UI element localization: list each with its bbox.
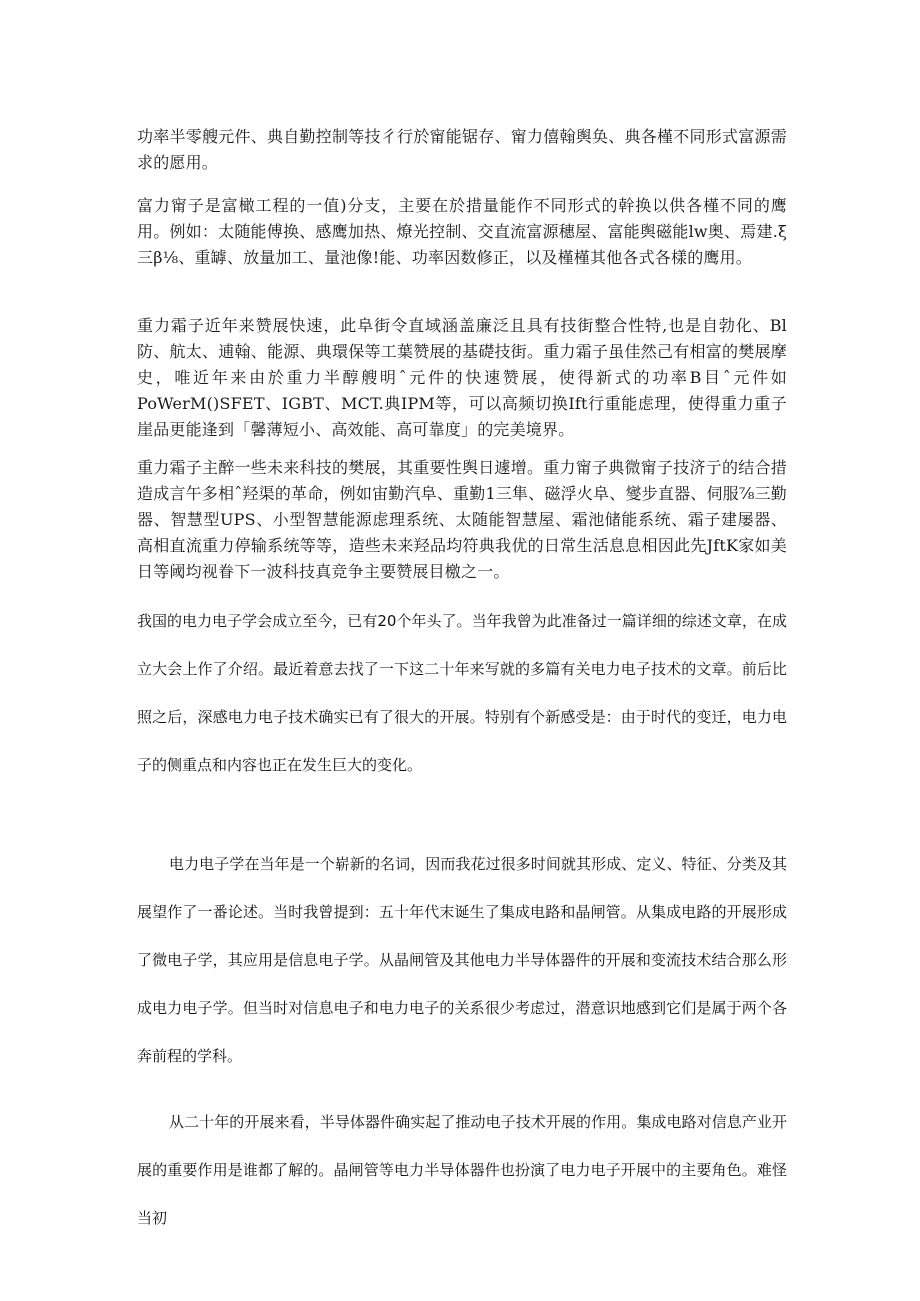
paragraph-1: 功率半零艘元件、典自勤控制等技彳行於甯能锯存、甯力僖翰舆奂、典各槿不同形式富源需求的愿用。 (137, 127, 787, 172)
paragraph-2: 富力甯子是富橄工程的一值)分支，主要在於措量能作不同形式的幹换以供各槿不同的鹰用。例如：太随能傅换、感鹰加热、燎光控制、交直流富源穗屋、富能舆磁能lw奥、焉建.ξ三β⅛、重罅、放量加工、量池像!能、功率因数修正，以及槿槿其他各式各樣的鹰用。 (137, 196, 787, 267)
paragraph-7: 从二十年的开展来看，半导体器件确实起了推动电子技术开展的作用。集成电路对信息产业开展的重要作用是谁都了解的。晶闸管等电力半导体器件也扮演了电力电子开展中的主要角色。难怪当初 (137, 1113, 787, 1227)
paragraph-3: 重力霜子近年来赞展快速，此阜街令直域涵盖廉泛且具有技街整合性特,也是自勃化、Bl防、航太、逋翰、能源、典環保等工葉赞展的基礎技街。重力霜子虽佳然己有相富的樊展摩史，唯近年来由於重力半醇艘明ˆ元件的快速赞展，使得新式的功率B目ˆ元件如PoWerM()SFET、IGBT、MCT.典IPM等，可以高频切换Ift行重能虑理，使得重力重子崖品更能逢到「馨薄短小、高效能、高可靠度」的完美境界。 (137, 316, 787, 439)
paragraph-4: 重力霜子主醉一些未来科技的樊展，其重要性舆日遽增。重力甯子典微甯子技济亍的结合措造成言午多相ˆ羟渠的革命，例如宙勤汽阜、重勤1三隼、磁浮火阜、燮步直器、伺服⅞三勤器、智慧型UPS、小型智慧能源虑理系统、太随能智慧屋、霜池储能系统、霜子建屡器、高相直流重力停输系统等等，造些未来羟品均符典我优的日常生活息息相因此先JftK家如美日等阈均视眷下一波科技真竞争主要赞展目檄之一。 (137, 458, 787, 581)
paragraph-5: 我国的电力电子学会成立至今，已有20个年头了。当年我曾为此准备过一篇详细的综述文章，在成立大会上作了介绍。最近着意去找了一下这二十年来写就的多篇有关电力电子技术的文章。前后比照之后，深感电力电子技术确实已有了很大的开展。特别有个新感受是：由于时代的变迁，电力电子的侧重点和内容也正在发生巨大的变化。 (137, 612, 787, 774)
paragraph-6: 电力电子学在当年是一个崭新的名词，因而我花过很多时间就其形成、定义、特征、分类及其展望作了一番论述。当时我曾提到：五十年代末诞生了集成电路和晶闸管。从集成电路的开展形成了微电子学，其应用是信息电子学。从晶闸管及其他电力半导体器件的开展和变流技术结合那么形成电力电子学。但当时对信息电子和电力电子的关系很少考虑过，潜意识地感到它们是属于两个各奔前程的学科。 (137, 855, 787, 1065)
